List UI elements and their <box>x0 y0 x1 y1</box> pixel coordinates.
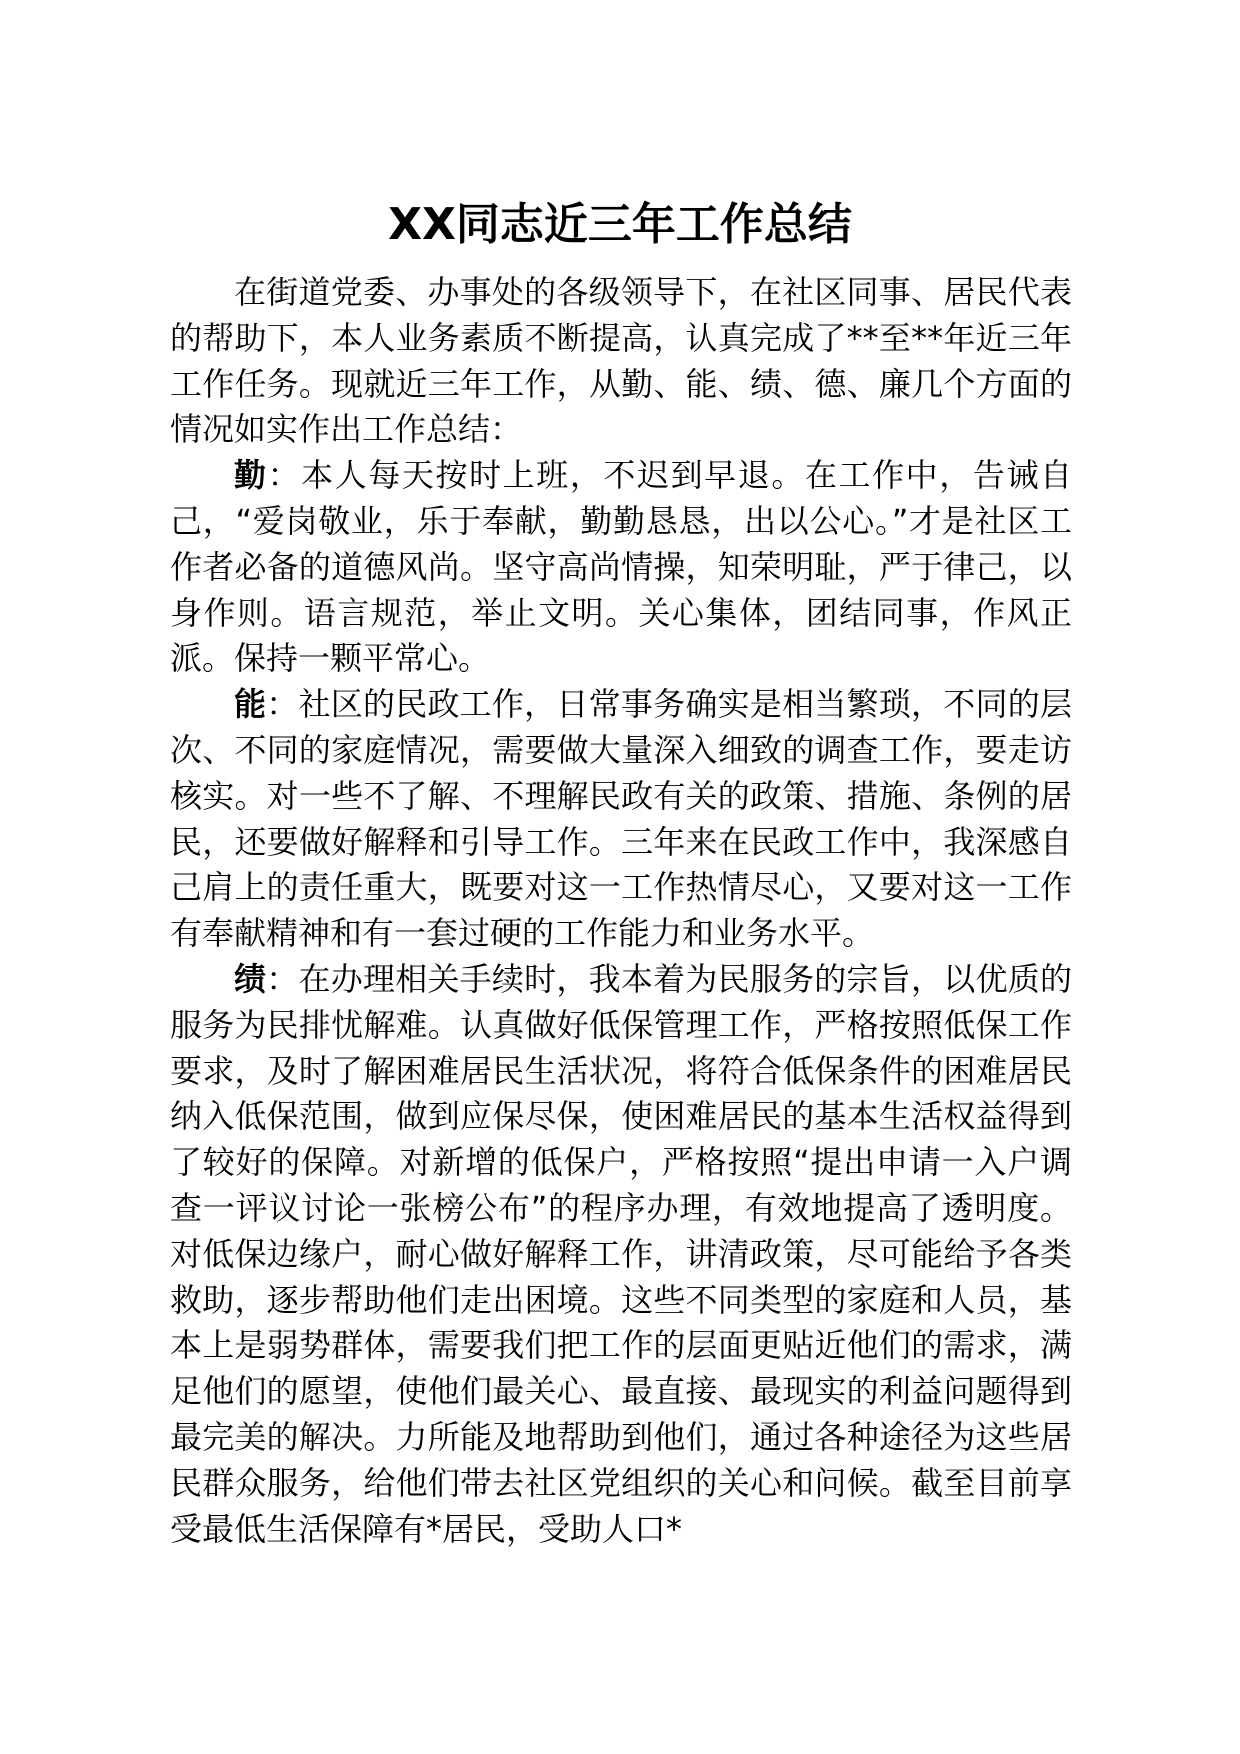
document-body <box>170 270 1072 1552</box>
section-paragraph-achievement <box>170 957 1072 1552</box>
document-title: XX同志近三年工作总结 <box>388 199 852 250</box>
section-keyword: 勤 <box>234 456 268 495</box>
intro-paragraph: 在街道党委、办事处的各级领导下，在社区同事、居民代表的帮助下，本人业务素质不断提高，认真完成了**至**年近三年工作任务。现就近三年工作，从勤、能、绩、德、廉几个方面的情况如实作出工作总结： <box>170 273 1072 449</box>
section-text: ：在办理相关手续时，我本着为民服务的宗旨，以优质的服务为民排忧解难。认真做好低保管理工作，严格按照低保工作要求，及时了解困难居民生活状况，将符合低保条件的困难居民纳入低保范围，做到应保尽保，使困难居民的基本生活权益得到了较好的保障。对新增的低保户，严格按照“提出申请一入户调查一评议讨论一张榜公布”的程序办理，有效地提高了透明度。对低保边缘户，耐心做好解释工作，讲清政策，尽可能给予各类救助，逐步帮助他们走出困境。这些不同类型的家庭和人员，基本上是弱势群体，需要我们把工作的层面更贴近他们的需求，满足他们的愿望，使他们最关心、最直接、最现实的利益问题得到最完美的解决。力所能及地帮助到他们，通过各种途径为这些居民群众服务，给他们带去社区党组织的关心和问候。截至目前享受最低生活保障有*居民，受助人口* <box>170 959 1072 1548</box>
section-paragraph-diligence <box>170 453 1072 682</box>
section-keyword: 绩 <box>234 959 267 998</box>
section-keyword: 能 <box>234 685 267 724</box>
section-text: ：本人每天按时上班，不迟到早退。在工作中，告诫自己，“爱岗敬业，乐于奉献，勤勤恳恳，出以公心。”才是社区工作者必备的道德风尚。坚守高尚情操，知荣明耻，严于律己，以身作则。语言规范，举止文明。关心集体，团结同事，作风正派。保持一颗平常心。 <box>170 456 1072 678</box>
section-paragraph-ability <box>170 682 1072 957</box>
section-text: ：社区的民政工作，日常事务确实是相当繁琐，不同的层次、不同的家庭情况，需要做大量深入细致的调查工作，要走访核实。对一些不了解、不理解民政有关的政策、措施、条例的居民，还要做好解释和引导工作。三年来在民政工作中，我深感自己肩上的责任重大，既要对这一工作热情尽心，又要对这一工作有奉献精神和有一套过硬的工作能力和业务水平。 <box>170 685 1072 953</box>
